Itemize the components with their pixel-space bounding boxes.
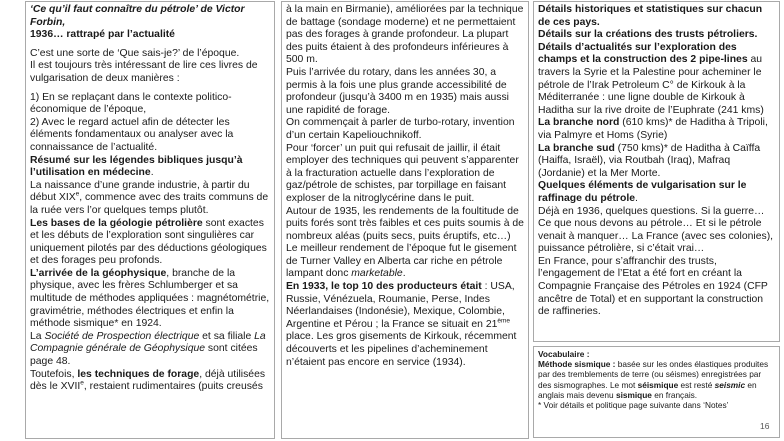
vocabulary-note: * Voir détails et politique page suivante dans ‘Notes’ [538,400,729,411]
article-title: ‘Ce qu’il faut connaître du pétrole’ de Victor Forbin, 1936… rattrapé par l’actualité [30,4,245,41]
paragraph: La Société de Prospection électrique et sa filiale La Compagnie générale de Géophysique sont citées page 48. [30,330,266,368]
heading: Détails historiques et statistiques sur chacun de ces pays. [538,4,763,28]
paragraph: Résumé sur les légendes bibliques jusqu’à l’utilisation en médecine. [30,154,243,179]
column-left [25,1,275,439]
paragraph: Toutefois, les techniques de forage, déjà utilisées dès le XVIIe, restaient rudimentaires (puits creusés [30,368,266,393]
paragraph: Pour ‘forcer’ un puit qui refusait de jaillir, il était employer des techniques qui peuvent s’apparenter à la fracturation actuelle dans l’exploration de gaz/pétrole de schistes, par torpillage en faisant exploser de la nitroglycérine dans le puit. [286,142,519,204]
paragraph: Déjà en 1936, quelques questions. Si la guerre… Ce que nous devons au pétrole… Et si le pétrole venait à manquer… La France (avec ses colonies), puissance pétrolière, si c’était vrai… [538,205,774,255]
paragraph: Le meilleur rendement de l’époque fut le gisement de Turner Valley en Alberta car riche en pétrole lampant donc marketable. [286,243,517,280]
vocabulary-definition: Méthode sismique : basée sur les ondes élastiques produites par des tremblements de terre (ou séismes) enregistrées par des sismographes. Le mot séismique est resté seismic en anglais mais devenu sismique en français. [538,359,769,400]
heading: Détails sur la créations des trusts pétroliers. [538,29,758,41]
paragraph: Puis l’arrivée du rotary, dans les années 30, a permis à la fois une plus grande accessibilité de profondeur (jusqu’à 3400 m en 1935) mais aussi une rapidité de forage. [286,66,509,116]
vocabulary-box [533,346,780,438]
paragraph: En France, pour s’affranchir des trusts, l’engagement de l’Etat a été fort en créant la Compagnie Française des Pétroles en 1924 (CFP ancêtre de Total) et en supportant la construction de raffineries. [538,255,768,318]
paragraph: L’arrivée de la géophysique, branche de la physique, avec les frères Schlumberger et sa multitude de méthodes appliquées : magnétométrie, gravimétrie, méthodes électriques et enfin la méthode sismique* en 1924. [30,267,270,330]
paragraph: Autour de 1935, les rendements de la foultitude de puits forés sont très faibles et ces puits soumis à de nombreux aléas (puits secs, puits éruptifs, etc…) [286,205,524,242]
paragraph: Les bases de la géologie pétrolière sont exactes et les débuts de l’exploration sont singulières car uniquement pilotés par des déductions géologiques et des forages peu profonds. [30,217,267,267]
column-middle [281,1,529,439]
paragraph: Détails d’actualités sur l’exploration des champs et la construction des 2 pipe-lines au travers la Syrie et la Palestine pour acheminer le pétrole de l’Irak Petroleum C° de Kirkouk à la Méditerranée : une ligne double de Kirkouk à Haditha sur la rive droite de l’Euphrate (241 kms) [538,41,764,116]
paragraph: C’est une sorte de ‘Que sais-je?’ de l’époque. [30,47,240,59]
vocabulary-title: Vocabulaire : [538,349,590,359]
paragraph: à la main en Birmanie), améliorées par la technique de battage (sondage moderne) et ne permettaient pas des forages à grande profondeur. La plupart des puits étaient à des profondeurs inférieures à 500 m. [286,4,524,66]
page-number: 16 [760,421,770,431]
paragraph: On commençait à parler de turbo-rotary, invention d’un certain Kapeliouchnikoff. [286,117,515,141]
paragraph: La branche sud (750 kms)* de Haditha à Caïffa (Haiffa, Israël), via Routbah (Iraq), Mafraq (Jordanie) et la Mer Morte. [538,142,761,179]
paragraph: La branche nord (610 kms)* de Haditha à Tripoli, via Palmyre et Homs (Syrie) [538,117,768,141]
paragraph: En 1933, le top 10 des producteurs était : USA, Russie, Vénézuela, Roumanie, Perse, Indes Néerlandaises (Indonésie), Mexique, Colombie, Argentine et Pérou ; la France se situait en 21ème place. Les gros gisements de Kirkouk, récemment découverts et les pipelines d’acheminement n’étaient pas encore en service (1934). [286,281,517,368]
paragraph: La naissance d’une grande industrie, à partir du début XIXe, commence avec des traits communs de la ruée vers l’or quelques temps plutôt. [30,179,269,216]
paragraph: 2) Avec le regard actuel afin de détecter les éléments fondamentaux ou analyser avec la connaissance de l’actualité. [30,116,234,153]
heading: Quelques éléments de vulgarisation sur le raffinage du pétrole. [538,180,747,204]
paragraph: Il est toujours très intéressant de lire ces livres de vulgarisation de deux manières : [30,60,258,84]
paragraph: 1) En se replaçant dans le contexte politico-économique de l’époque, [30,91,232,116]
column-right [533,1,780,342]
